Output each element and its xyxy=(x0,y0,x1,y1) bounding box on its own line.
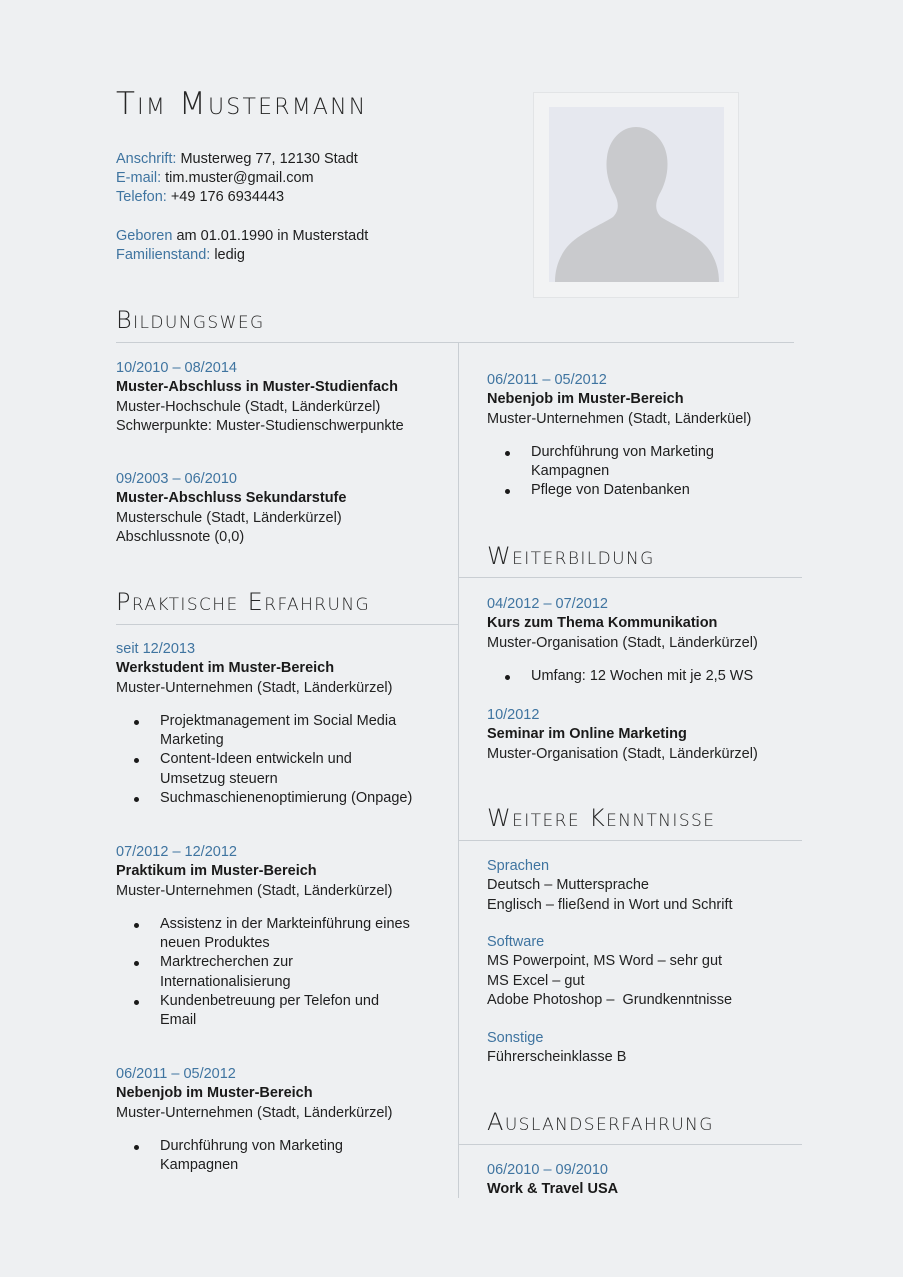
email-value[interactable]: tim.muster@gmail.com xyxy=(165,170,314,187)
phone-line xyxy=(116,188,358,207)
list-item: Durchführung von Marketing Kampagnen xyxy=(116,1137,366,1176)
entry-date: seit 12/2013 xyxy=(116,641,196,657)
list-item: Umfang: 12 Wochen mit je 2,5 WS xyxy=(487,667,807,686)
entry-title: Nebenjob im Muster-Bereich xyxy=(487,391,684,408)
experience-entry xyxy=(116,843,436,1031)
entry-title: Seminar im Online Marketing xyxy=(487,726,687,743)
entry-company: Muster-Unternehmen (Stadt, Länderkürzel) xyxy=(116,882,393,899)
training-entry xyxy=(487,706,758,764)
list-item: Projektmanagement im Social Media Marketing xyxy=(116,712,416,751)
entry-date: 10/2012 xyxy=(487,707,540,723)
address-label: Anschrift: xyxy=(116,151,177,167)
section-title-weiterbildung: Weiterbildung xyxy=(487,542,655,570)
entry-institution: Musterschule (Stadt, Länderkürzel) xyxy=(116,509,342,526)
personal-block xyxy=(116,227,368,265)
phone-value: +49 176 6934443 xyxy=(170,189,285,206)
entry-date: 09/2003 – 06/2010 xyxy=(116,471,237,487)
phone-label: Telefon: xyxy=(116,189,167,206)
divider xyxy=(116,342,794,343)
divider xyxy=(116,624,458,625)
abroad-entry xyxy=(487,1161,618,1200)
skill-item: MS Excel – gut xyxy=(487,972,585,989)
education-entry xyxy=(116,359,404,436)
skills-other xyxy=(487,1029,626,1068)
entry-company: Muster-Unternehmen (Stadt, Länderkürzel) xyxy=(116,679,393,696)
skill-item: MS Powerpoint, MS Word – sehr gut xyxy=(487,953,723,970)
born-label: Geboren xyxy=(116,228,173,244)
divider xyxy=(458,840,802,841)
email-line xyxy=(116,169,358,188)
profile-photo-frame xyxy=(533,92,739,298)
list-item: Pflege von Datenbanken xyxy=(487,481,787,500)
list-item: Marktrecherchen zur Internationalisierung xyxy=(116,953,336,992)
experience-entry xyxy=(487,371,787,501)
skill-item: Adobe Photoshop – Grundkenntnisse xyxy=(487,991,733,1008)
section-title-bildungsweg: Bildungsweg xyxy=(116,306,265,334)
section-title-praxis: Praktische Erfahrung xyxy=(116,588,371,616)
status-value: ledig xyxy=(214,247,245,264)
skills-languages xyxy=(487,857,733,915)
list-item: Assistenz in der Markteinführung eines neuen Produktes xyxy=(116,915,436,954)
entry-title: Muster-Abschluss in Muster-Studienfach xyxy=(116,379,398,396)
skill-category-label: Sonstige xyxy=(487,1030,544,1046)
contact-block xyxy=(116,150,358,208)
entry-detail: Schwerpunkte: Muster-Studienschwerpunkte xyxy=(116,417,404,434)
entry-company: Muster-Unternehmen (Stadt, Länderküel) xyxy=(487,410,752,427)
skills-software xyxy=(487,933,732,1010)
born-value: am 01.01.1990 in Musterstadt xyxy=(176,228,369,244)
born-line xyxy=(116,227,368,246)
divider xyxy=(458,1144,802,1145)
entry-date: 10/2010 – 08/2014 xyxy=(116,360,237,376)
skill-item: Führerscheinklasse B xyxy=(487,1049,627,1066)
email-label: E-mail: xyxy=(116,170,162,187)
entry-date: 07/2012 – 12/2012 xyxy=(116,844,237,860)
skill-category-label: Sprachen xyxy=(487,858,550,874)
task-list xyxy=(116,915,436,1031)
column-divider xyxy=(458,342,459,1198)
address-value: Musterweg 77, 12130 Stadt xyxy=(180,151,358,167)
entry-title: Werkstudent im Muster-Bereich xyxy=(116,660,335,677)
entry-title: Muster-Abschluss Sekundarstufe xyxy=(116,490,347,507)
task-list xyxy=(116,1137,392,1176)
person-silhouette-icon xyxy=(549,107,724,282)
task-list xyxy=(487,667,807,686)
status-label: Familienstand: xyxy=(116,247,211,264)
entry-date: 04/2012 – 07/2012 xyxy=(487,596,608,612)
entry-detail: Abschlussnote (0,0) xyxy=(116,528,245,545)
entry-institution: Muster-Hochschule (Stadt, Länderkürzel) xyxy=(116,398,381,415)
entry-title: Praktikum im Muster-Bereich xyxy=(116,863,317,880)
experience-entry xyxy=(116,1065,392,1175)
experience-entry xyxy=(116,640,416,808)
skill-item: Englisch – fließend in Wort und Schrift xyxy=(487,896,733,913)
skill-item: Deutsch – Muttersprache xyxy=(487,877,649,894)
entry-title: Kurs zum Thema Kommunikation xyxy=(487,615,718,632)
list-item: Suchmaschienenoptimierung (Onpage) xyxy=(116,789,446,808)
task-list xyxy=(116,712,416,808)
entry-title: Nebenjob im Muster-Bereich xyxy=(116,1085,313,1102)
entry-date: 06/2011 – 05/2012 xyxy=(116,1066,236,1082)
address-line xyxy=(116,150,358,169)
entry-title: Work & Travel USA xyxy=(487,1181,619,1198)
page-title: Tim Mustermann xyxy=(116,86,368,122)
list-item: Kundenbetreuung per Telefon und Email xyxy=(116,992,416,1031)
education-entry xyxy=(116,470,346,547)
training-entry xyxy=(487,595,807,686)
task-list xyxy=(487,443,787,501)
entry-organisation: Muster-Organisation (Stadt, Länderkürzel) xyxy=(487,745,758,762)
entry-company: Muster-Unternehmen (Stadt, Länderkürzel) xyxy=(116,1104,393,1121)
divider xyxy=(458,577,802,578)
section-title-ausland: Auslandserfahrung xyxy=(487,1108,714,1136)
entry-organisation: Muster-Organisation (Stadt, Länderkürzel) xyxy=(487,634,758,651)
status-line xyxy=(116,246,368,265)
list-item: Content-Ideen entwickeln und Umsetzug steuern xyxy=(116,750,386,789)
entry-date: 06/2011 – 05/2012 xyxy=(487,372,607,388)
skill-category-label: Software xyxy=(487,934,545,950)
section-title-kenntnisse: Weitere Kenntnisse xyxy=(487,804,716,832)
list-item: Durchführung von Marketing Kampagnen xyxy=(487,443,737,482)
entry-date: 06/2010 – 09/2010 xyxy=(487,1162,608,1178)
